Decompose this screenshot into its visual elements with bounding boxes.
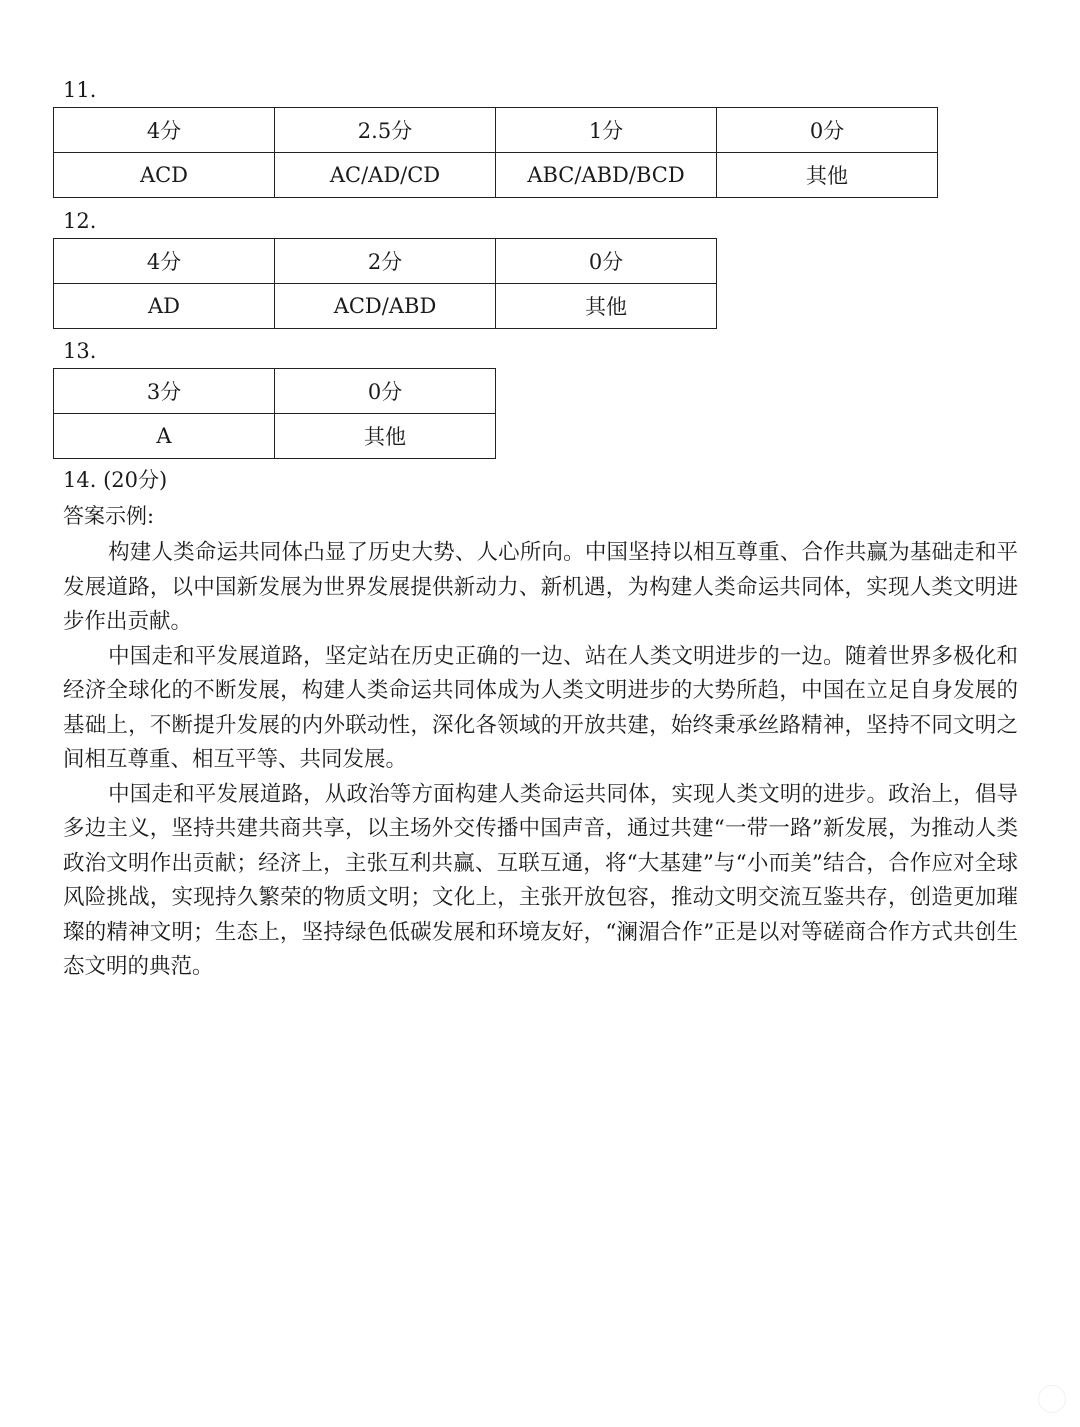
score-header-cell: 2分 [275,239,496,284]
question-14-number: 14. (20分) [63,468,168,492]
answer-cell: ABC/ABD/BCD [496,153,717,198]
question-13-score-table [53,368,496,459]
table-row [54,284,717,329]
answer-cell: AD [54,284,275,329]
answer-paragraph: 中国走和平发展道路，从政治等方面构建人类命运共同体，实现人类文明的进步。政治上，倡导多边主义，坚持共建共商共享，以主场外交传播中国声音，通过共建“一带一路”新发展，为推动人类政治文明作出贡献；经济上，主张互利共赢、互联互通，将“大基建”与“小而美”结合，合作应对全球风险挑战，实现持久繁荣的物质文明；文化上，主张开放包容，推动文明交流互鉴共存，创造更加璀璨的精神文明；生态上，坚持绿色低碳发展和环境友好，“澜湄合作”正是以对等磋商合作方式共创生态文明的典范。 [63,781,1018,979]
question-12-number: 12. [63,209,97,233]
table-row [54,153,938,198]
answer-cell: AC/AD/CD [275,153,496,198]
answer-paragraph: 构建人类命运共同体凸显了历史大势、人心所向。中国坚持以相互尊重、合作共赢为基础走和平发展道路，以中国新发展为世界发展提供新动力、新机遇，为构建人类命运共同体，实现人类文明进步作出贡献。 [63,540,1018,634]
question-13-number: 13. [63,339,97,363]
answer-cell: 其他 [275,414,496,459]
question-12-score-table [53,238,717,329]
score-header-cell: 2.5分 [275,108,496,153]
answer-cell: 其他 [717,153,938,198]
score-header-cell: 3分 [54,369,275,414]
answer-cell: 其他 [496,284,717,329]
answer-sample-label: 答案示例: [63,504,155,528]
table-row [54,108,938,153]
score-header-cell: 4分 [54,108,275,153]
table-row [54,239,717,284]
table-row [54,369,496,414]
answer-cell: A [54,414,275,459]
score-header-cell: 4分 [54,239,275,284]
question-11-number: 11. [63,78,97,102]
corner-watermark-icon [1038,1385,1066,1413]
score-header-cell: 0分 [275,369,496,414]
answer-paragraph: 中国走和平发展道路，坚定站在历史正确的一边、站在人类文明进步的一边。随着世界多极化和经济全球化的不断发展，构建人类命运共同体成为人类文明进步的大势所趋，中国在立足自身发展的基础上，不断提升发展的内外联动性，深化各领域的开放共建，始终秉承丝路精神，坚持不同文明之间相互尊重、相互平等、共同发展。 [63,643,1018,772]
score-header-cell: 0分 [496,239,717,284]
score-header-cell: 1分 [496,108,717,153]
score-header-cell: 0分 [717,108,938,153]
question-11-score-table [53,107,938,198]
table-row [54,414,496,459]
answer-cell: ACD [54,153,275,198]
answer-cell: ACD/ABD [275,284,496,329]
answer-body [63,536,1018,985]
